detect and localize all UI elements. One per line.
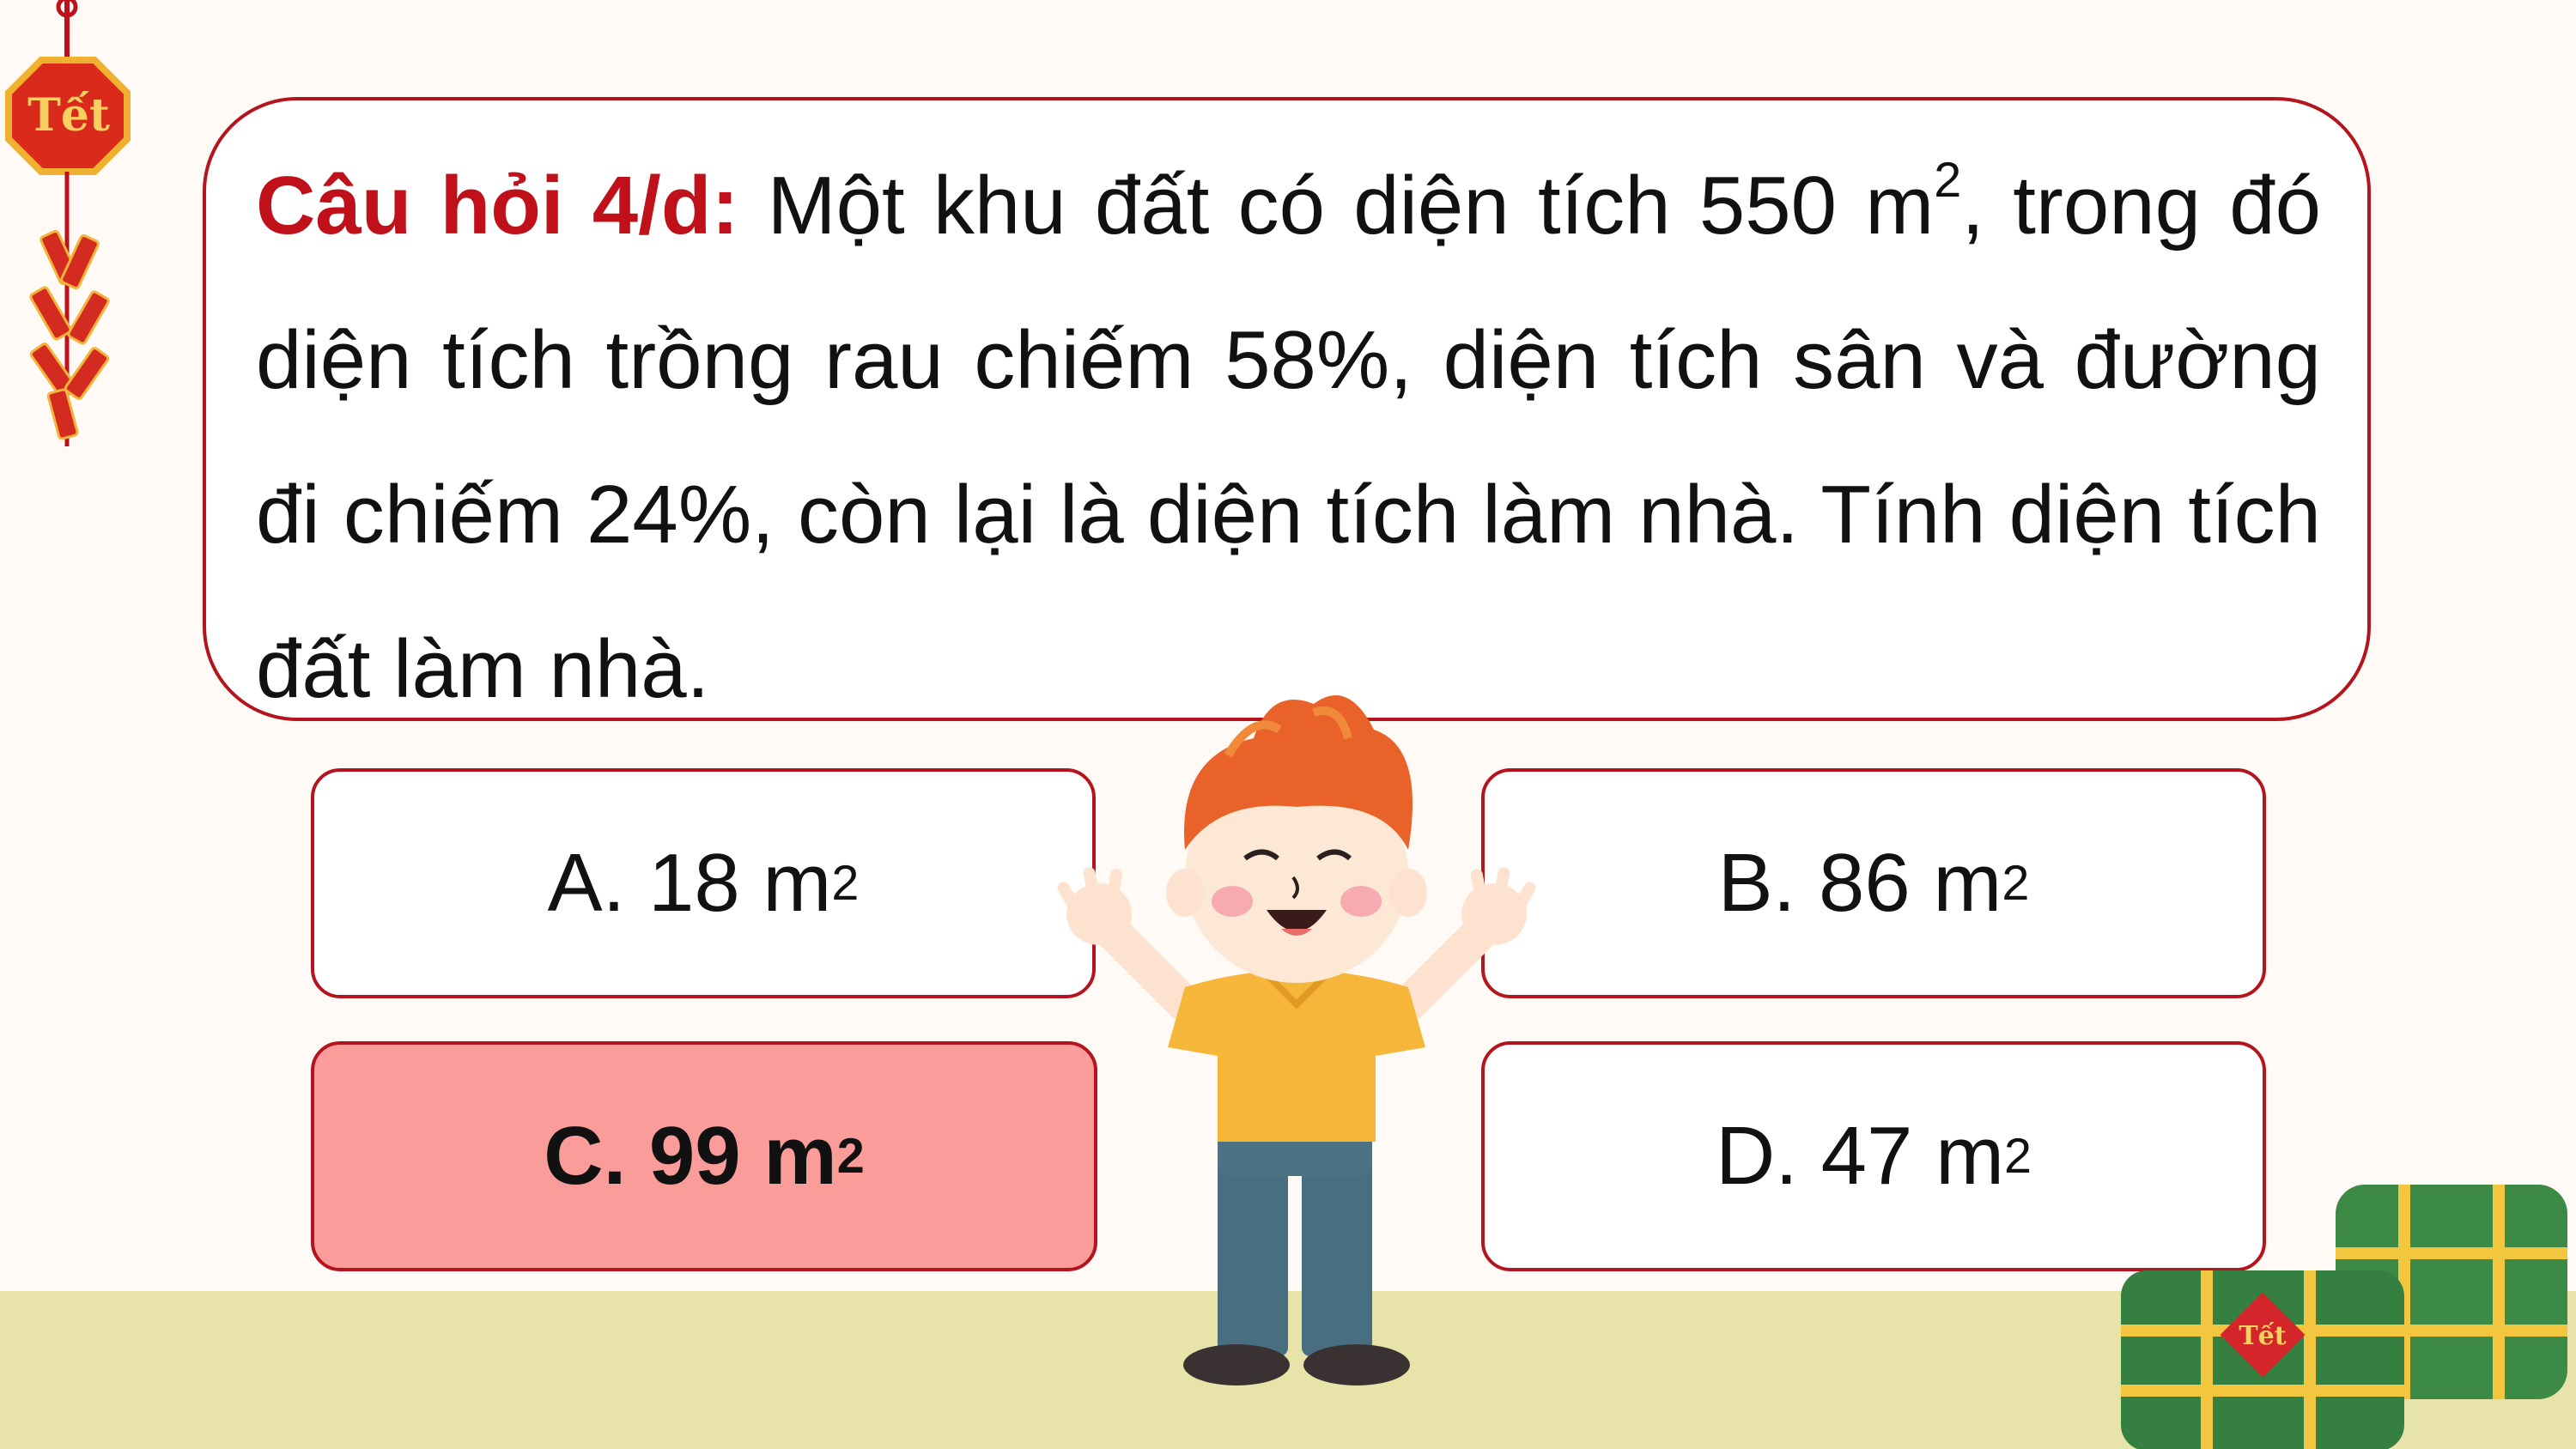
answer-d-text: D. 47 m <box>1715 1110 2005 1202</box>
firecracker-ornament-icon <box>0 0 137 464</box>
answer-option-b[interactable]: B. 86 m 2 <box>1481 768 2266 998</box>
answer-b-text: B. 86 m <box>1717 837 2002 929</box>
answer-a-text: A. 18 m <box>547 837 832 929</box>
answer-option-a[interactable]: A. 18 m 2 <box>311 768 1096 998</box>
tet-ornament-label: Tết <box>27 89 110 142</box>
question-label: Câu hỏi 4/d: <box>256 160 739 252</box>
question-text <box>256 129 2321 747</box>
cartoon-boy-illustration <box>1056 678 1537 1399</box>
answer-c-text: C. 99 m <box>544 1110 837 1202</box>
question-text-part2: , trong đó diện tích trồng rau chiếm 58%, diện tích sân và đường đi chiếm 24%, còn lại là diện tích làm nhà. Tính diện tích đất làm nhà. <box>256 160 2322 715</box>
question-text-part1: Một khu đất có diện tích 550 m <box>738 160 1935 252</box>
tet-cake-label: Tết <box>2239 1321 2287 1351</box>
answer-option-c[interactable]: C. 99 m 2 <box>311 1041 1097 1271</box>
banh-chung-cakes-icon <box>2112 1176 2576 1449</box>
question-superscript: 2 <box>1934 152 1962 208</box>
answer-option-d[interactable]: D. 47 m 2 <box>1481 1041 2266 1271</box>
